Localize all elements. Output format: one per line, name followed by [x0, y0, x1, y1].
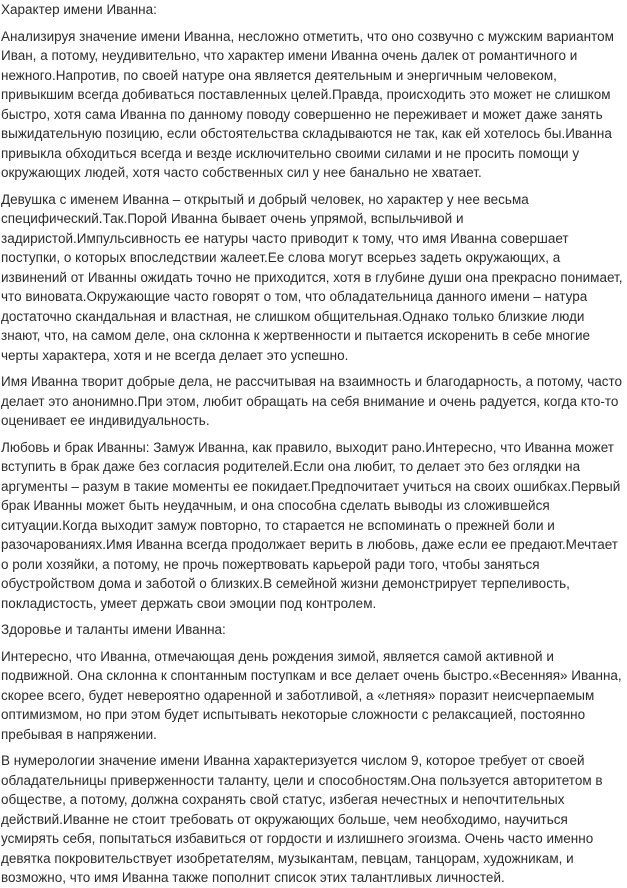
paragraph-numerology: В нумерологии значение имени Иванна характеризуется числом 9, которое требует от своей обладательницы приверженности таланту, цели и способностям.Она пользуется авторитетом в обществе, а потому, должна сохранять свой статус, избегая нечестных и непочтительных действий.Иванне не стоит требовать от окружающих больше, чем необходимо, научиться усмирять себя, попытаться избавиться от гордости и излишнего эгоизма. Очень часто именно девятка покровительствует изобретателям, музыкантам, певцам, танцорам, художникам, и возможно, что имя Иванна также пополнит список этих талантливых личностей. — [1, 753, 603, 885]
paragraph-character-1: Анализируя значение имени Иванна, несложно отметить, что оно созвучно с мужским вариантом Иван, а потому, неудивительно, что характер имени Иванна очень далек от романтичного и нежного.Напротив, по своей натуре она является деятельным и энергичным человеком, привыкшим всегда добиваться поставленных целей.Правда, происходить это может не слишком быстро, хотя сама Иванна по данному поводу совершенно не переживает и может даже занять выжидательную позицию, если обстоятельства складываются не так, как ей хотелось бы.Иванна привыкла обходиться всегда и везде исключительно своими силами и не просить помощи у окружающих людей, хотя часто собственных сил у нее банально не хватает. — [1, 28, 614, 180]
heading-character: Характер имени Иванна: — [1, 2, 157, 17]
paragraph-character-3: Имя Иванна творит добрые дела, не рассчитывая на взаимность и благодарность, а потому, часто делает это анонимно.При этом, любит обращать на себя внимание и очень радуется, когда кто-то оценивает ее индивидуальность. — [1, 374, 623, 428]
paragraph-health-season: Интересно, что Иванна, отмечающая день рождения зимой, является самой активной и подвижной. Она склонна к спонтанным поступкам и все делает очень быстро.«Весенняя» Иванна, скорее всего, будет невероятно одаренной и заботливой, а «летняя» поразит неисчерпаемым оптимизмом, но при этом будет испытывать некоторые сложности с релаксацией, постоянно пребывая в напряжении. — [1, 648, 622, 742]
paragraph-character-2: Девушка с именем Иванна – открытый и добрый человек, но характер у нее весьма специфический.Так.Порой Иванна бывает очень упрямой, вспыльчивой и задиристой.Импульсивность ее натуры часто приводит к тому, что имя Иванна совершает поступки, о которых впоследствии жалеет.Ее слова могут всерьез задеть окружающих, а извинений от Иванны ожидать точно не приходится, хотя в глубине души она прекрасно понимает, что виновата.Окружающие часто говорят о том, что обладательница данного имени – натура достаточно скандальная и властная, не слишком общительная.Однако только близкие люди знают, что, на самом деле, она склонна к жертвенности и пытается искоренить в себе многие черты характера, хотя и не всегда делает это успешно. — [1, 191, 623, 363]
paragraph-love-marriage: Любовь и брак Иванны: Замуж Иванна, как правило, выходит рано.Интересно, что Иванна может вступить в брак даже без согласия родителей.Если она любит, то делает это без оглядки на аргументы – разум в такие моменты ее покидает.Предпочитает учиться на своих ошибках.Первый брак Иванны может быть неудачным, и она способна сделать выводы из сложившейся ситуации.Когда выходит замуж повторно, то старается не вспоминать о прежней боли и разочарованиях.Имя Иванна всегда продолжает верить в любовь, даже если ее предают.Мечтает о роли хозяйки, а потому, не прочь пожертвовать карьерой ради того, чтобы заняться обустройством дома и заботой о близких.В семейной жизни демонстрирует терпеливость, покладистость, умеет держать свои эмоции под контролем. — [1, 439, 621, 611]
heading-health-talents: Здоровье и таланты имени Иванна: — [1, 622, 226, 637]
